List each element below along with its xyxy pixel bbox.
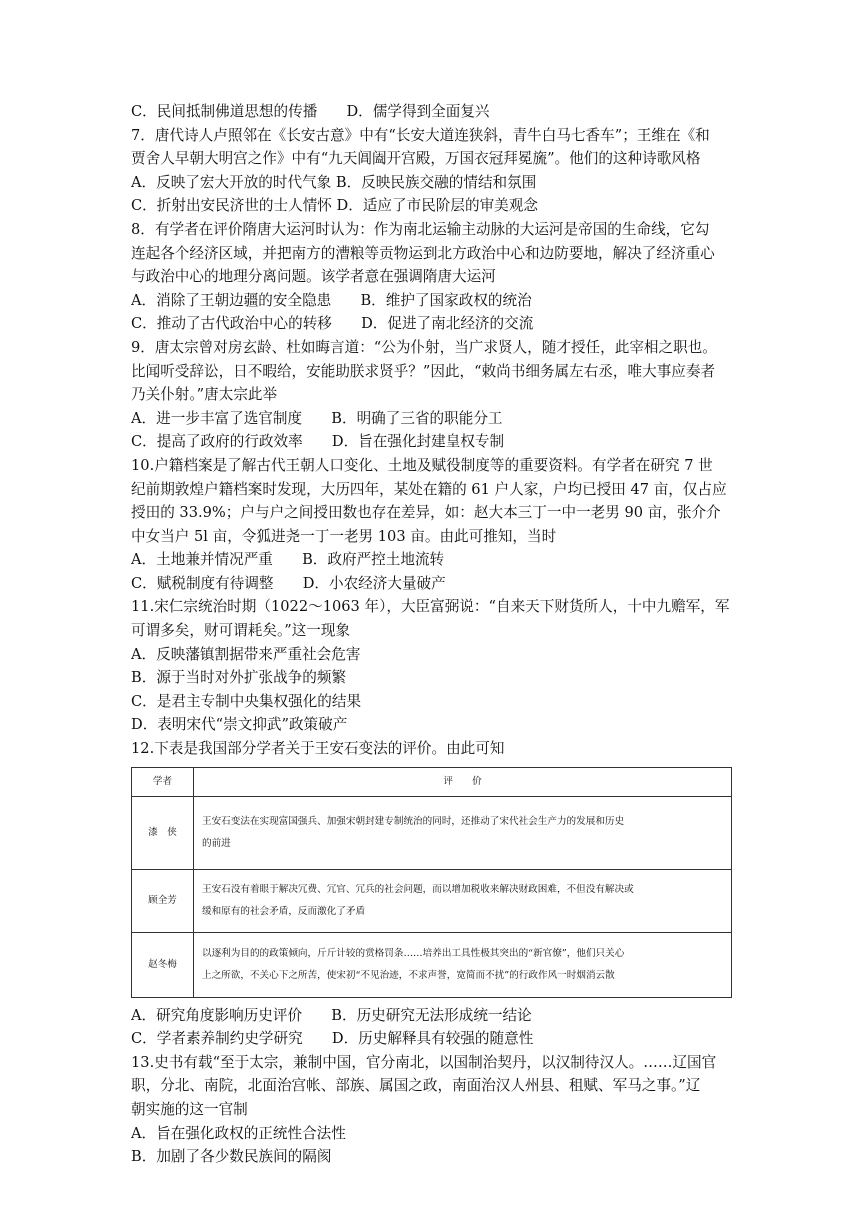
- text-line: A．旨在强化政权的正统性合法性: [131, 1124, 346, 1142]
- evaluation-text: 的前进: [202, 837, 231, 849]
- document-page: [131, 100, 736, 1169]
- evaluation-cell: [194, 869, 732, 932]
- text-line: B．源于当时对外扩张战争的频繁: [131, 669, 347, 687]
- text-line: C．赋税制度有待调整 D．小农经济大量破产: [131, 574, 446, 592]
- table-row: [132, 869, 732, 932]
- text-line: C．学者素养制约史学研究 D．历史解释具有较强的随意性: [131, 1030, 534, 1048]
- header-evaluation: 评 价: [194, 767, 732, 796]
- text-line: 乃关仆射。”唐太宗此举: [131, 386, 278, 404]
- text-line: D．表明宋代“崇文抑武”政策破产: [131, 716, 348, 734]
- text-line: 13.史书有载“至于太宗，兼制中国，官分南北，以国制治契丹，以汉制待汉人。……辽国官: [131, 1053, 717, 1071]
- text-line: 可谓多矣，财可谓耗矣。”这一现象: [131, 622, 351, 640]
- text-line: 纪前期敦煌户籍档案时发现，大历四年，某处在籍的 61 户人家，户均已授田 47 亩，仅占应: [131, 480, 727, 498]
- table-row: [132, 932, 732, 997]
- header-scholar: 学者: [132, 767, 194, 796]
- text-line: C．折射出安民济世的士人情怀 D．适应了市民阶层的审美观念: [131, 197, 538, 215]
- text-line: 中女当户 5l 亩，令狐进尧一丁一老男 103 亩。由此可推知，当时: [131, 527, 557, 545]
- text-line: 比闻听受辞讼，日不暇给，安能助朕求贤乎？”因此，“敕尚书细务属左右丞，唯大事应奏者: [131, 362, 716, 380]
- evaluation-text: 缓和原有的社会矛盾，反而激化了矛盾: [202, 905, 366, 917]
- evaluation-text: 上之所欲，不关心下之所苦，使宋初“不见治迹，不求声誉，宽简而不扰”的行政作风一时烟消云散: [202, 969, 615, 981]
- evaluation-cell: [194, 932, 732, 997]
- evaluation-cell: [194, 796, 732, 869]
- text-line: 10.户籍档案是了解古代王朝人口变化、土地及赋役制度等的重要资料。有学者在研究 7 世: [131, 456, 713, 474]
- text-line: 与政治中心的地理分离问题。该学者意在强调隋唐大运河: [131, 268, 496, 286]
- text-line: 职，分北、南院，北面治宫帐、部族、属国之政，南面治汉人州县、租赋、军马之事。”辽: [131, 1077, 701, 1095]
- text-line: A．进一步丰富了选官制度 B．明确了三省的职能分工: [131, 409, 503, 427]
- evaluation-text: 以逐利为目的的政策倾向，斤斤计较的赏格罚条……培养出工具性极其突出的“新官僚”，他们只关心: [202, 947, 625, 959]
- text-line: 授田的 33.9%；户与户之间授田数也存在差异，如：赵大本三丁一中一老男 90 亩，张介介: [131, 504, 721, 522]
- text-line: 贾舍人早朝大明宫之作》中有“九天阊阖开宫殿，万国衣冠拜冕旒”。他们的这种诗歌风格: [131, 150, 701, 168]
- evaluation-text: 王安石变法在实现富国强兵、加强宋朝封建专制统治的同时，还推动了宋代社会生产力的发展和历史: [202, 815, 625, 827]
- text-line: C．提高了政府的行政效率 D．旨在强化封建皇权专制: [131, 433, 505, 451]
- scholar-name: 赵冬梅: [132, 932, 194, 997]
- text-line: 朝实施的这一官制: [131, 1101, 248, 1118]
- text-line: 9．唐太宗曾对房玄龄、杜如晦言道：“公为仆射，当广求贤人，随才授任，此宰相之职也。: [131, 338, 717, 356]
- text-line: C．推动了古代政治中心的转移 D．促进了南北经济的交流: [131, 315, 534, 333]
- text-line: C．民间抵制佛道思想的传播 D．儒学得到全面复兴: [131, 103, 490, 120]
- text-line: 12.下表是我国部分学者关于王安石变法的评价。由此可知: [131, 740, 505, 758]
- question-block-bottom: [131, 1004, 736, 1169]
- table-row: [132, 796, 732, 869]
- text-line: A．研究角度影响历史评价 B．历史研究无法形成统一结论: [131, 1006, 532, 1024]
- text-line: B．加剧了各少数民族间的隔阂: [131, 1148, 332, 1166]
- text-line: 11.宋仁宗统治时期（1022～1063 年），大臣富弼说：“自来天下财货所人，十中九赡军，军: [131, 598, 730, 616]
- text-line: 7．唐代诗人卢照邻在《长安古意》中有“长安大道连狭斜，青牛白马七香车”；王维在《和: [131, 126, 710, 144]
- text-line: C．是君主专制中央集权强化的结果: [131, 692, 362, 710]
- evaluation-text: 王安石没有着眼于解决冗费、冗官、冗兵的社会问题，而以增加税收来解决财政困难，不但没有解决或: [202, 883, 634, 895]
- evaluation-table: [131, 767, 732, 998]
- text-line: 8．有学者在评价隋唐大运河时认为：作为南北运输主动脉的大运河是帝国的生命线，它勾: [131, 220, 710, 238]
- evaluation-table-wrapper: [131, 767, 731, 998]
- question-block-top: [131, 100, 736, 761]
- text-line: 连起各个经济区域，并把南方的漕粮等贡物运到北方政治中心和边防要地，解决了经济重心: [131, 244, 715, 262]
- text-line: A．土地兼并情况严重 B．政府严控土地流转: [131, 551, 445, 569]
- text-line: A．反映藩镇割据带来严重社会危害: [131, 645, 361, 663]
- scholar-name: 漆 侠: [132, 796, 194, 869]
- table-header-row: [132, 767, 732, 796]
- scholar-name: 顾全芳: [132, 869, 194, 932]
- text-line: A．反映了宏大开放的时代气象 B．反映民族交融的情结和氛围: [131, 173, 537, 191]
- text-line: A．消除了王朝边疆的安全隐患 B．维护了国家政权的统治: [131, 291, 532, 309]
